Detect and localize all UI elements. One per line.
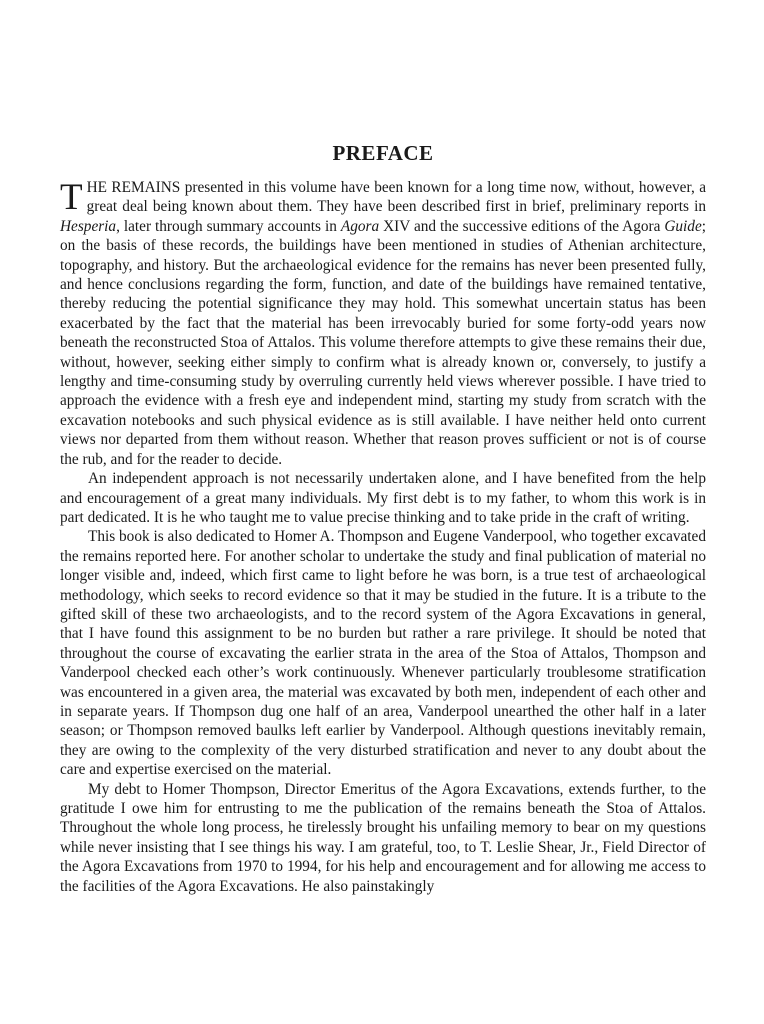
series-title-agora: Agora	[340, 217, 380, 235]
page-title: PREFACE	[332, 141, 434, 165]
paragraph-1	[60, 178, 706, 469]
p1-text-b: , later through summary accounts in	[116, 217, 341, 235]
p1-text-a: presented in this volume have been known for a long time now, without, however, a great deal being known about them. They have been described first in brief, preliminary reports in	[86, 179, 706, 216]
document-page	[60, 140, 706, 896]
paragraph-4: My debt to Homer Thompson, Director Emeritus of the Agora Excavations, extends further, to the gratitude I owe him for entrusting to me the publication of the remains beneath the Stoa of Attalos. Throughout the whole long process, he tirelessly brought his unfailing memory to bear on my questions while never insisting that I see things his way. I am grateful, too, to T. Leslie Shear, Jr., Field Director of the Agora Excavations from 1970 to 1994, for his help and encouragement and for allowing me access to the facilities of the Agora Excavations. He also painstakingly	[60, 780, 706, 895]
journal-title-hesperia: Hesperia	[60, 217, 117, 235]
paragraph-2: An independent approach is not necessarily undertaken alone, and I have benefited from the help and encouragement of a great many individuals. My first debt is to my father, to whom this work is in part dedicated. It is he who taught me to value precise thinking and to take pride in the craft of writing.	[60, 470, 706, 526]
paragraph-3: This book is also dedicated to Homer A. Thompson and Eugene Vanderpool, who together excavated the remains reported here. For another scholar to undertake the study and final publication of material no longer visible and, indeed, which first came to light before he was born, is a true test of archaeological methodology, which seeks to record evidence so that it may be studied in the future. It is a tribute to the gifted skill of these two archaeologists, and to the record system of the Agora Excavations in general, that I have found this assignment to be no burden but rather a rare privilege. It should be noted that throughout the course of excavating the earlier strata in the area of the Stoa of Attalos, Thompson and Vanderpool checked each other’s work continuously. Whenever particularly troublesome stratification was encountered in a given area, the material was excavated by both men, independent of each other and in separate years. If Thompson dug one half of an area, Vanderpool unearthed the other half in a later season; or Thompson removed baulks left earlier by Vanderpool. Although questions inevitably remain, they are owing to the complexity of the very disturbed stratification and never to any doubt about the care and expertise exercised on the material.	[60, 528, 706, 779]
drop-cap: T	[60, 177, 83, 218]
p1-text-c: XIV and the successive editions of the Agora	[379, 217, 665, 235]
p1-text-d: ; on the basis of these records, the buildings have been mentioned in studies of Athenian architecture, topography, and history. But the archaeological evidence for the remains has never been presented fully, and hence conclusions regarding the form, function, and date of the buildings have remained tentative, thereby reducing the potential significance they may hold. This somewhat uncertain status has been exacerbated by the fact that the material has been irrevocably buried for some forty-odd years now beneath the reconstructed Stoa of Attalos. This volume therefore attempts to give these remains their due, without, however, seeking either simply to confirm what is already known or, conversely, to justify a lengthy and time-consuming study by overruling currently held views wherever possible. I have tried to approach the evidence with a fresh eye and independent mind, starting my study from scratch with the excavation notebooks and such physical evidence as is still available. I have neither held onto current views nor departed from them without reason. Whether that reason proves sufficient or not is of course the rub, and for the reader to decide.	[60, 217, 706, 468]
lead-small-caps: HE REMAINS	[86, 179, 181, 196]
book-title-guide: Guide	[664, 217, 702, 235]
